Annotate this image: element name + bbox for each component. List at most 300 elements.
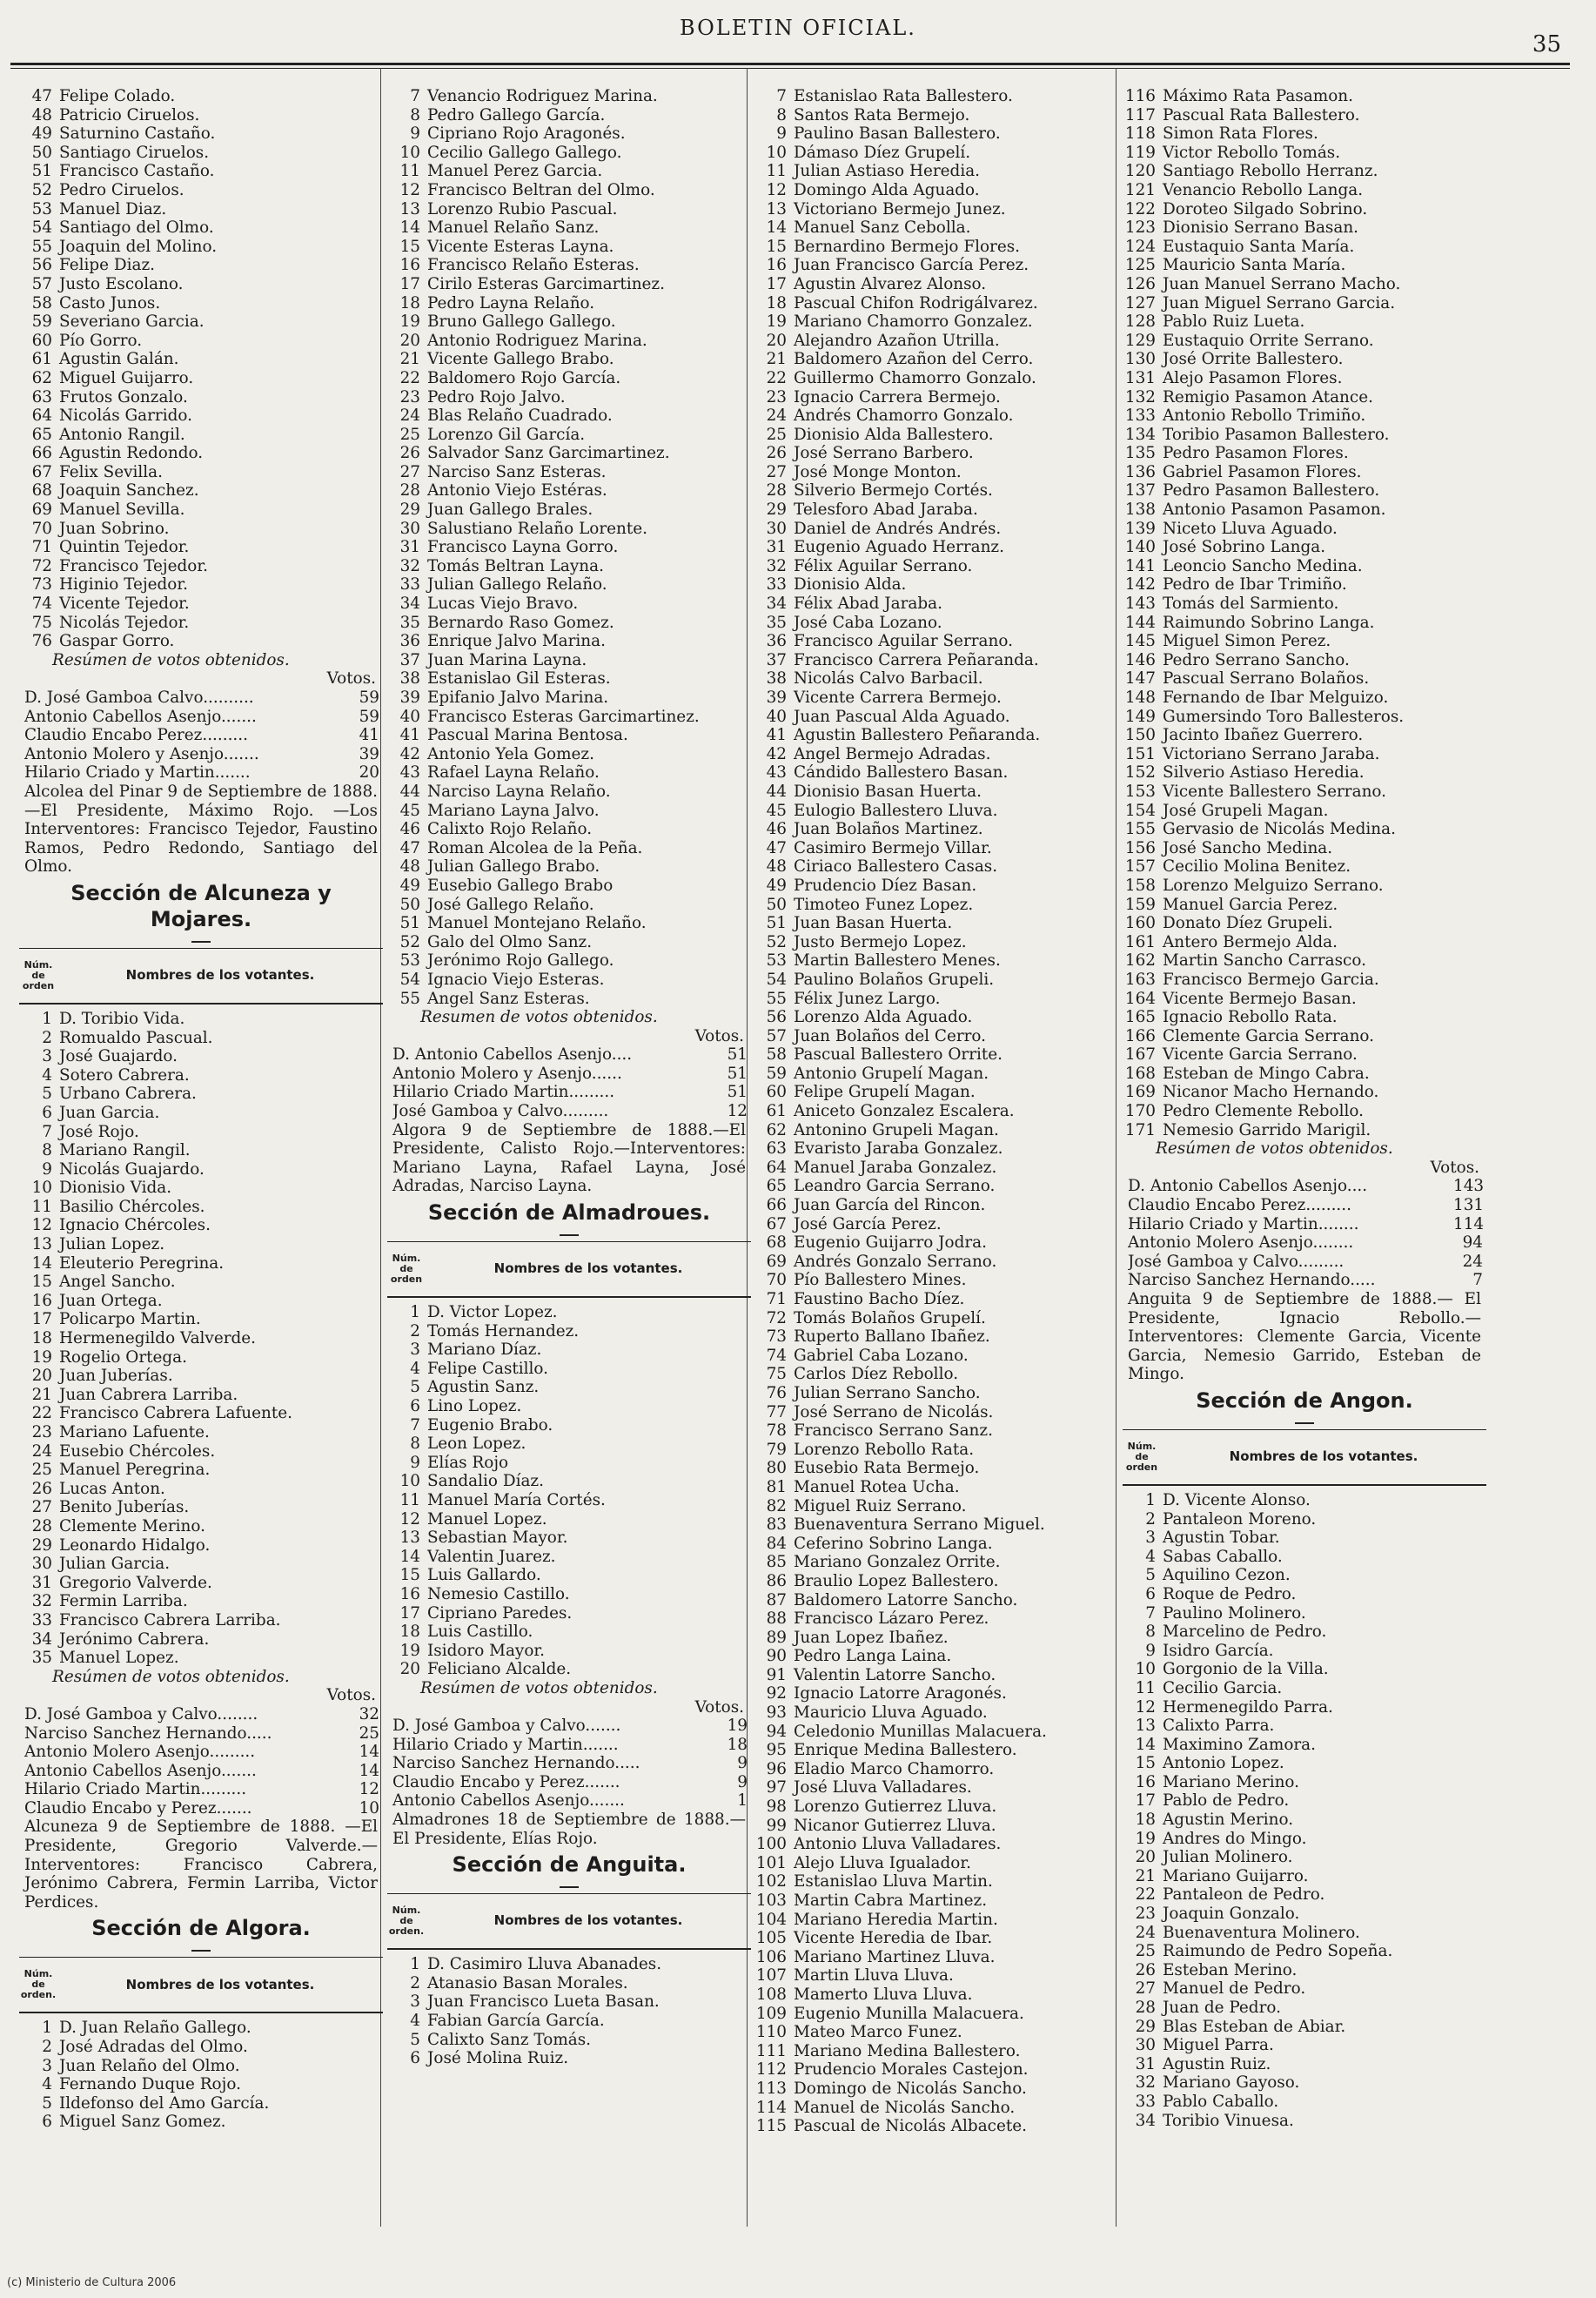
voter-name: Antonio Lopez. bbox=[1163, 1754, 1284, 1773]
voter-name: Pío Ballestero Mines. bbox=[794, 1271, 967, 1290]
voter-row bbox=[387, 275, 751, 294]
number-column-header: Núm. de orden. bbox=[20, 1968, 57, 2001]
voter-name: Ceferino Sobrino Langa. bbox=[794, 1534, 993, 1553]
voter-row bbox=[387, 87, 751, 106]
voter-number: 38 bbox=[399, 669, 420, 689]
voter-name: Antonio Rangil. bbox=[59, 425, 185, 444]
vote-count: 12 bbox=[359, 1780, 379, 1799]
voter-name: Angel Bermejo Adradas. bbox=[794, 744, 991, 763]
voter-name: Bernardino Bermejo Flores. bbox=[794, 237, 1021, 256]
voter-name: Enrique Medina Ballestero. bbox=[794, 1741, 1017, 1760]
voter-number: 16 bbox=[399, 256, 420, 275]
voter-number: 68 bbox=[31, 481, 52, 501]
voter-number: 128 bbox=[1124, 312, 1156, 332]
voter-number: 92 bbox=[766, 1684, 787, 1703]
voter-name: Estanislao Rata Ballestero. bbox=[794, 87, 1013, 105]
voter-number: 41 bbox=[399, 726, 420, 745]
voter-name: Calixto Sanz Tomás. bbox=[427, 2030, 592, 2049]
voter-number: 110 bbox=[755, 2023, 787, 2042]
voter-name: José Serrano Barbero. bbox=[794, 444, 974, 463]
voter-number: 3 bbox=[410, 1340, 420, 1360]
voter-name: Doroteo Silgado Sobrino. bbox=[1163, 199, 1368, 218]
section-dash bbox=[387, 1878, 751, 1890]
voter-name: Cirilo Esteras Garcimartinez. bbox=[427, 274, 665, 293]
voter-name: D. Casimiro Lluva Abanades. bbox=[427, 1955, 662, 1974]
voter-number: 63 bbox=[31, 387, 52, 407]
voter-number: 35 bbox=[399, 613, 420, 632]
voter-row bbox=[387, 1660, 751, 1679]
voter-name: Julian Lopez. bbox=[59, 1235, 165, 1254]
voter-name: Toribio Vinuesa. bbox=[1163, 2111, 1294, 2130]
voter-number: 89 bbox=[766, 1628, 787, 1647]
voter-name: Martin Cabra Martinez. bbox=[794, 1891, 988, 1910]
voter-row bbox=[1123, 1491, 1486, 1510]
voter-number: 6 bbox=[1145, 1584, 1156, 1603]
voter-row bbox=[19, 144, 383, 163]
voter-number: 163 bbox=[1124, 970, 1156, 989]
voter-number: 6 bbox=[410, 1397, 420, 1415]
voter-number: 49 bbox=[31, 124, 52, 144]
voter-name: Pascual Serrano Bolaños. bbox=[1163, 669, 1370, 689]
voter-row bbox=[754, 2023, 1117, 2042]
voter-name: Santiago Rebollo Herranz. bbox=[1163, 162, 1378, 181]
voter-name: Eustaquio Santa María. bbox=[1163, 237, 1355, 256]
voter-row bbox=[19, 350, 383, 369]
voter-row bbox=[754, 914, 1117, 933]
voter-number: 131 bbox=[1124, 368, 1156, 387]
voter-row bbox=[1123, 444, 1486, 463]
voter-number: 64 bbox=[31, 407, 52, 426]
voter-number: 33 bbox=[31, 1610, 52, 1629]
voter-row bbox=[1123, 1566, 1486, 1585]
number-column-header: Núm. de orden. bbox=[388, 1905, 425, 1938]
vote-count: 94 bbox=[1462, 1233, 1483, 1253]
voter-number: 39 bbox=[766, 689, 787, 707]
result-row bbox=[387, 1102, 751, 1121]
voter-row bbox=[19, 1367, 383, 1386]
voter-name: Mateo Marco Funez. bbox=[794, 2023, 962, 2042]
vote-count: 32 bbox=[359, 1704, 379, 1724]
voter-name: Dionisio Serrano Basan. bbox=[1163, 218, 1359, 238]
voter-name: José Molina Ruiz. bbox=[427, 2049, 569, 2068]
voter-name: Eusebio Rata Bermejo. bbox=[794, 1459, 980, 1478]
result-row bbox=[19, 745, 383, 764]
voter-name: Clemente Merino. bbox=[59, 1516, 205, 1535]
voter-name: Mariano Gayoso. bbox=[1163, 2073, 1300, 2093]
voter-row bbox=[754, 632, 1117, 651]
voter-row bbox=[19, 595, 383, 614]
voter-row bbox=[754, 1083, 1117, 1102]
candidate-name: Claudio Encabo y Perez....... bbox=[392, 1772, 620, 1791]
voter-row bbox=[754, 1835, 1117, 1854]
candidate-name: Antonio Molero y Asenjo...... bbox=[392, 1064, 622, 1083]
voter-row bbox=[754, 1196, 1117, 1215]
voter-name: Severiano Garcia. bbox=[59, 312, 205, 332]
signature-paragraph: Alcolea del Pinar 9 de Septiembre de 1888.—El Presidente, Máximo Rojo. —Los Interventores: Francisco Tejedor, Faustino Ramos, Pedro Redondo, Santiago del Olmo. bbox=[24, 782, 378, 877]
voter-number: 20 bbox=[1135, 1848, 1156, 1867]
voter-number: 45 bbox=[399, 801, 420, 820]
voter-number: 44 bbox=[399, 782, 420, 801]
voter-name: Francisco Esteras Garcimartinez. bbox=[427, 707, 700, 726]
candidate-name: D. Antonio Cabellos Asenjo.... bbox=[1128, 1177, 1368, 1196]
voter-name: Eugenio Munilla Malacuera. bbox=[794, 2004, 1024, 2023]
voter-number: 27 bbox=[766, 462, 787, 481]
voter-number: 7 bbox=[776, 87, 787, 105]
signature-paragraph: Almadrones 18 de Septiembre de 1888.—El Presidente, Elías Rojo. bbox=[392, 1811, 746, 1848]
voter-row bbox=[754, 1309, 1117, 1328]
voter-number: 124 bbox=[1124, 237, 1156, 256]
voter-name: Epifanio Jalvo Marina. bbox=[427, 689, 609, 707]
result-row bbox=[387, 1045, 751, 1065]
voter-row bbox=[387, 407, 751, 426]
voter-row bbox=[1123, 1736, 1486, 1755]
voter-row bbox=[1123, 1548, 1486, 1567]
result-row bbox=[19, 726, 383, 745]
voter-name: Alejo Pasamon Flores. bbox=[1163, 368, 1343, 387]
voter-number: 17 bbox=[399, 274, 420, 293]
voter-row bbox=[387, 1454, 751, 1473]
voter-name: Mariano Layna Jalvo. bbox=[427, 801, 600, 820]
voter-row bbox=[754, 1045, 1117, 1065]
voter-number: 47 bbox=[766, 838, 787, 857]
voter-number: 78 bbox=[766, 1421, 787, 1441]
voter-name: Tomás Hernandez. bbox=[427, 1321, 580, 1340]
voter-name: Francisco Carrera Peñaranda. bbox=[794, 650, 1039, 669]
voter-number: 60 bbox=[766, 1083, 787, 1102]
voter-name: Joaquin Gonzalo. bbox=[1163, 1905, 1300, 1924]
voter-name: José Orrite Ballestero. bbox=[1163, 350, 1344, 369]
voter-number: 94 bbox=[766, 1722, 787, 1741]
voter-row bbox=[19, 275, 383, 294]
voter-name: Paulino Basan Ballestero. bbox=[794, 124, 1001, 144]
voter-row bbox=[754, 1441, 1117, 1460]
voter-name: Salustiano Relaño Lorente. bbox=[427, 519, 647, 538]
voter-name: Pablo Ruiz Lueta. bbox=[1163, 312, 1305, 332]
voter-number: 69 bbox=[766, 1252, 787, 1271]
voter-number: 107 bbox=[755, 1966, 787, 1986]
voter-row bbox=[19, 388, 383, 407]
voter-name: Antonio Grupelí Magan. bbox=[794, 1064, 989, 1083]
voter-name: Miguel Sanz Gomez. bbox=[59, 2113, 226, 2132]
voter-row bbox=[1123, 1102, 1486, 1121]
voter-name: Clemente Garcia Serrano. bbox=[1163, 1026, 1375, 1045]
voter-number: 16 bbox=[766, 256, 787, 275]
voter-name: Lorenzo Rubio Pascual. bbox=[427, 199, 618, 218]
voter-number: 2 bbox=[42, 1028, 52, 1047]
voter-number: 5 bbox=[410, 1378, 420, 1397]
result-row bbox=[387, 1065, 751, 1084]
voter-number: 42 bbox=[399, 744, 420, 763]
voter-name: Cecilio Gallego Gallego. bbox=[427, 143, 622, 162]
vote-count: 51 bbox=[727, 1083, 748, 1102]
voter-number: 73 bbox=[766, 1327, 787, 1347]
voter-row bbox=[754, 1159, 1117, 1178]
voter-row bbox=[19, 2113, 383, 2132]
voter-name: Victor Rebollo Tomás. bbox=[1163, 143, 1341, 162]
voter-name: D. Juan Relaño Gallego. bbox=[59, 2019, 251, 2038]
voter-row bbox=[754, 1139, 1117, 1159]
voter-name: Donato Díez Grupeli. bbox=[1163, 914, 1333, 933]
voter-name: Vicente Tejedor. bbox=[59, 595, 190, 614]
voter-name: Celedonio Munillas Malacuera. bbox=[794, 1722, 1047, 1741]
voter-row bbox=[1123, 857, 1486, 877]
voter-row bbox=[387, 877, 751, 896]
voter-number: 21 bbox=[399, 350, 420, 369]
voter-name: Juan Manuel Serrano Macho. bbox=[1163, 274, 1401, 293]
voter-number: 147 bbox=[1124, 669, 1156, 689]
voter-number: 6 bbox=[42, 2113, 52, 2132]
voter-row bbox=[754, 689, 1117, 708]
voter-number: 53 bbox=[31, 199, 52, 218]
voter-name: Santiago del Olmo. bbox=[59, 218, 214, 238]
voter-number: 12 bbox=[31, 1216, 52, 1235]
section-heading: Sección de Angon. bbox=[1196, 1388, 1413, 1413]
summary-heading: Resúmen de votos obtenidos. bbox=[1156, 1139, 1393, 1159]
voter-name: Hermenegildo Valverde. bbox=[59, 1329, 256, 1348]
voter-number: 33 bbox=[1135, 2092, 1156, 2111]
voter-row bbox=[754, 2060, 1117, 2080]
voter-name: Justo Escolano. bbox=[59, 274, 184, 293]
voter-row bbox=[387, 896, 751, 915]
voter-row bbox=[754, 481, 1117, 501]
voter-number: 12 bbox=[399, 1509, 420, 1529]
voter-row bbox=[387, 971, 751, 990]
voter-number: 20 bbox=[766, 331, 787, 350]
voter-row bbox=[1123, 1065, 1486, 1084]
voter-name: Félix Abad Jaraba. bbox=[794, 595, 942, 614]
voter-row bbox=[19, 1066, 383, 1085]
voter-name: Juan Bolaños Martinez. bbox=[794, 820, 983, 839]
vote-count: 41 bbox=[359, 726, 379, 745]
voter-number: 69 bbox=[31, 501, 52, 520]
voter-number: 52 bbox=[399, 932, 420, 951]
voter-number: 31 bbox=[766, 538, 787, 557]
voter-number: 142 bbox=[1124, 575, 1156, 595]
voter-number: 48 bbox=[766, 857, 787, 877]
voter-number: 49 bbox=[766, 876, 787, 895]
voter-row bbox=[387, 238, 751, 257]
voter-row bbox=[1123, 218, 1486, 238]
voter-number: 56 bbox=[766, 1008, 787, 1027]
vote-count: 59 bbox=[359, 689, 379, 707]
voter-name: Gabriel Pasamon Flores. bbox=[1163, 462, 1362, 481]
voter-name: Urbano Cabrera. bbox=[59, 1085, 197, 1104]
voter-row bbox=[1123, 181, 1486, 200]
voter-name: D. Toribio Vida. bbox=[59, 1009, 185, 1028]
voter-row bbox=[19, 1104, 383, 1123]
voter-row bbox=[754, 669, 1117, 689]
voter-name: Casto Junos. bbox=[59, 293, 161, 312]
voter-name: Prudencio Morales Castejon. bbox=[794, 2060, 1029, 2080]
voter-number: 65 bbox=[31, 425, 52, 444]
candidate-name: José Gamboa y Calvo......... bbox=[1128, 1252, 1345, 1271]
voter-number: 54 bbox=[399, 970, 420, 989]
voter-number: 103 bbox=[755, 1891, 787, 1910]
voter-row bbox=[387, 1435, 751, 1454]
voter-row bbox=[754, 162, 1117, 181]
voter-number: 1 bbox=[42, 1009, 52, 1028]
voter-number: 121 bbox=[1124, 180, 1156, 199]
names-column-header: Nombres de los votantes. bbox=[493, 1260, 683, 1277]
voter-number: 76 bbox=[31, 632, 52, 651]
voter-number: 170 bbox=[1124, 1102, 1156, 1121]
voter-number: 5 bbox=[42, 1085, 52, 1104]
section-dash bbox=[19, 932, 383, 944]
voter-row bbox=[387, 1303, 751, 1322]
result-row bbox=[19, 1724, 383, 1744]
voter-name: Francisco Bermejo Garcia. bbox=[1163, 970, 1379, 989]
voter-name: Cecilio Molina Benitez. bbox=[1163, 857, 1351, 877]
voter-name: Victoriano Bermejo Junez. bbox=[794, 199, 1006, 218]
voter-row bbox=[1123, 87, 1486, 106]
voter-name: Manuel Jaraba Gonzalez. bbox=[794, 1158, 997, 1177]
voter-row bbox=[754, 763, 1117, 783]
voter-name: Francisco Layna Gorro. bbox=[427, 538, 619, 557]
voter-number: 29 bbox=[766, 501, 787, 520]
voter-row bbox=[19, 2019, 383, 2038]
summary-heading: Resúmen de votos obtenidos. bbox=[52, 1667, 290, 1686]
voter-row bbox=[754, 1703, 1117, 1723]
voter-row bbox=[754, 1535, 1117, 1554]
voter-name: D. Victor Lopez. bbox=[427, 1303, 558, 1322]
voter-name: Carlos Díez Rebollo. bbox=[794, 1365, 959, 1384]
voter-number: 30 bbox=[766, 519, 787, 538]
voter-number: 158 bbox=[1124, 876, 1156, 895]
voter-name: Maximino Zamora. bbox=[1163, 1735, 1316, 1754]
voter-name: Paulino Molinero. bbox=[1163, 1603, 1306, 1623]
voter-name: Rogelio Ortega. bbox=[59, 1347, 187, 1367]
voter-row bbox=[19, 369, 383, 388]
voter-row bbox=[754, 1647, 1117, 1666]
voter-number: 43 bbox=[399, 763, 420, 783]
voter-name: Ignacio Chércoles. bbox=[59, 1216, 211, 1235]
voter-name: Paulino Bolaños Grupeli. bbox=[794, 970, 995, 989]
voter-row bbox=[754, 2080, 1117, 2099]
voter-number: 47 bbox=[31, 87, 52, 105]
voter-row bbox=[19, 200, 383, 219]
section-heading: Sección de Anguita. bbox=[452, 1852, 687, 1878]
voter-number: 91 bbox=[766, 1665, 787, 1684]
voter-number: 54 bbox=[766, 970, 787, 989]
voter-row bbox=[387, 501, 751, 520]
voter-row bbox=[19, 1404, 383, 1423]
voter-row bbox=[1123, 1642, 1486, 1661]
voter-name: Felipe Colado. bbox=[59, 87, 176, 105]
voter-row bbox=[754, 463, 1117, 482]
voter-name: Félix Junez Largo. bbox=[794, 989, 941, 1008]
voter-number: 126 bbox=[1124, 274, 1156, 293]
voter-name: Benito Juberías. bbox=[59, 1498, 190, 1517]
voter-name: Nicolás Calvo Barbacil. bbox=[794, 669, 983, 689]
voter-row bbox=[1123, 162, 1486, 181]
voter-number: 82 bbox=[766, 1496, 787, 1515]
voter-name: Ignacio Carrera Bermejo. bbox=[794, 387, 1001, 407]
voter-row bbox=[1123, 520, 1486, 539]
voter-number: 169 bbox=[1124, 1083, 1156, 1102]
voter-row bbox=[754, 1986, 1117, 2005]
voter-number: 71 bbox=[766, 1290, 787, 1308]
voter-name: Juan Relaño del Olmo. bbox=[59, 2056, 240, 2075]
voter-number: 32 bbox=[31, 1592, 52, 1611]
voter-name: Baldomero Rojo García. bbox=[427, 368, 621, 387]
voter-number: 114 bbox=[755, 2098, 787, 2117]
voter-row bbox=[754, 614, 1117, 633]
voter-name: Santos Rata Bermejo. bbox=[794, 105, 970, 124]
voter-row bbox=[387, 200, 751, 219]
voter-row bbox=[19, 1423, 383, 1442]
result-row bbox=[19, 1705, 383, 1724]
voter-number: 118 bbox=[1124, 124, 1156, 144]
result-row bbox=[19, 763, 383, 783]
voter-row bbox=[754, 951, 1117, 971]
voter-number: 28 bbox=[766, 481, 787, 501]
voter-number: 99 bbox=[766, 1816, 787, 1835]
voter-number: 4 bbox=[410, 1359, 420, 1378]
voter-row bbox=[1123, 1083, 1486, 1102]
voter-name: Lucas Anton. bbox=[59, 1479, 165, 1498]
candidate-name: D. José Gamboa y Calvo........ bbox=[24, 1704, 258, 1724]
voter-row bbox=[754, 802, 1117, 821]
voter-name: Santiago Ciruelos. bbox=[59, 143, 210, 162]
voter-name: Pascual de Nicolás Albacete. bbox=[794, 2117, 1027, 2136]
voter-row bbox=[1123, 144, 1486, 163]
voter-number: 16 bbox=[1135, 1772, 1156, 1791]
voter-number: 13 bbox=[1135, 1717, 1156, 1736]
voter-row bbox=[387, 106, 751, 125]
result-row bbox=[1123, 1271, 1486, 1290]
voter-number: 138 bbox=[1124, 501, 1156, 520]
voter-name: Vicente Esteras Layna. bbox=[427, 237, 614, 256]
voter-row bbox=[754, 294, 1117, 313]
voter-number: 134 bbox=[1124, 425, 1156, 444]
voter-name: José García Perez. bbox=[794, 1214, 942, 1233]
voter-row bbox=[387, 1566, 751, 1585]
voter-row bbox=[19, 1292, 383, 1311]
voter-row bbox=[19, 614, 383, 633]
voter-name: Jerónimo Rojo Gallego. bbox=[427, 951, 614, 971]
voter-name: Hermenegildo Parra. bbox=[1163, 1697, 1333, 1717]
voter-row bbox=[754, 1365, 1117, 1384]
voter-name: Pedro Pasamon Flores. bbox=[1163, 444, 1349, 463]
voter-row bbox=[19, 1310, 383, 1329]
candidate-name: D. José Gamboa y Calvo....... bbox=[392, 1717, 621, 1736]
votes-label: Votos. bbox=[694, 1697, 744, 1717]
voter-number: 3 bbox=[1145, 1529, 1156, 1548]
voter-row bbox=[1123, 1121, 1486, 1140]
voter-row bbox=[754, 1027, 1117, 1046]
column-1 bbox=[19, 87, 383, 2132]
voter-name: Prudencio Díez Basan. bbox=[794, 876, 977, 895]
voter-row bbox=[1123, 614, 1486, 633]
voter-number: 13 bbox=[31, 1235, 52, 1254]
vote-count: 14 bbox=[359, 1743, 379, 1762]
summary-heading: Resumen de votos obtenidos. bbox=[420, 1008, 658, 1027]
table-header bbox=[19, 948, 383, 1005]
voter-name: Andrés Gonzalo Serrano. bbox=[794, 1252, 997, 1271]
voter-number: 33 bbox=[766, 575, 787, 595]
voter-name: Buenaventura Molinero. bbox=[1163, 1923, 1360, 1942]
voter-name: Isidoro Mayor. bbox=[427, 1641, 546, 1660]
voter-row bbox=[19, 1235, 383, 1254]
voter-number: 101 bbox=[755, 1853, 787, 1872]
voter-name: Bruno Gallego Gallego. bbox=[427, 312, 616, 332]
voter-name: Manuel Lopez. bbox=[427, 1509, 547, 1529]
voter-number: 2 bbox=[410, 1973, 420, 1992]
voter-name: José Sancho Medina. bbox=[1163, 838, 1333, 857]
voter-number: 7 bbox=[1145, 1603, 1156, 1623]
voter-number: 29 bbox=[399, 501, 420, 520]
voter-number: 11 bbox=[766, 162, 787, 181]
